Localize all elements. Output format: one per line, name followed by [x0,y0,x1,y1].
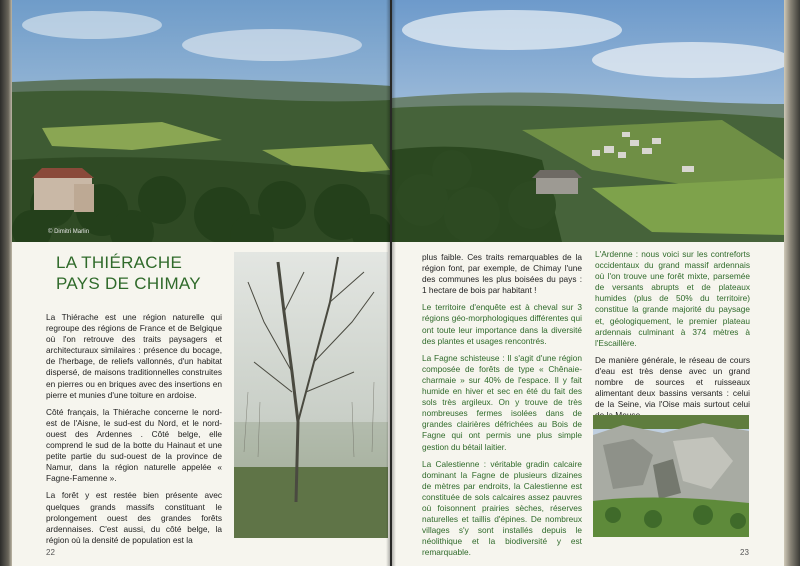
paragraph: L'Ardenne : nous voici sur les contreforts occidentaux du grand massif ardennais où l'on trouve une forêt mixte, parsemée de versants abrupts et de plateaux humides (plus de 50% du territoire) constitue la grande majorité du paysage et, géologiquement, le premier plateau ardennais culminant à 374 mètres à l'Escaillère. [595,249,750,348]
page-number-right: 23 [740,548,749,557]
paragraph: Le territoire d'enquête est à cheval sur 3 régions géo-morphologiques différentes qui ont toute leur importance dans la diversité des plantes et usages rencontrés. [422,302,582,346]
landscape-photo-left [12,0,390,242]
book-gutter [386,0,396,566]
misty-tree-photo [234,252,388,538]
page-number-left: 22 [46,548,55,557]
paragraph: La Fagne schisteuse : Il s'agit d'une région composée de forêts de type « Chênaie-charmaie » sur 40% de l'espace. Il y fait humide en hiver et sec en été du fait des sols très argileux. On y trouve de très nombreuses fermes isolées dans de grandes clairières défrichées au Bois de Fagne qui ont permis une plus simple gestion du bétail laitier. [422,352,582,452]
right-text-column-1 [422,252,582,564]
left-page [12,0,390,566]
title-line-2: PAYS DE CHIMAY [56,274,201,293]
limestone-rock-photo [593,415,749,537]
paragraph: La Calestienne : véritable gradin calcaire dominant la Fagne de plusieurs dizaines de mètres par endroits, la Calestienne est constituée de sols calcaires assez pauvres où foisonnent prairies sèches, réserves naturelles et taillis d'épines. De nombreux villages s'y sont installés depuis le néolithique et la biodiversité y est remarquable. [422,458,582,558]
paragraph: Côté français, la Thiérache concerne le nord-est de l'Aisne, le sud-est du Nord, et le nord-ouest des Ardennes . Côté belge, elle comprend le sud de la botte du Hainaut et une petite partie du sud-ouest de la province de Namur, dans la région naturelle appelée « Fagne-Famenne ». [46,406,222,484]
village-landscape-photo [392,0,784,242]
book-edge-left [0,0,12,566]
right-text-column-2 [595,249,750,427]
right-page [392,0,784,566]
photo-credit: © Dimitri Marlin [48,229,90,235]
page-title [56,252,201,294]
paragraph: plus faible. Ces traits remarquables de la région font, par exemple, de Chimay l'une des communes les plus boisées du pays : 1 hectare de bois par habitant ! [422,252,582,296]
book-edge-right [784,0,800,566]
paragraph: La Thiérache est une région naturelle qui regroupe des régions de France et de Belgique où l'on retrouve des traits paysagers et architecturaux similaires : présence du bocage, de l'herbage, de reliefs vallonnés, d'un habitat dispersé, de maisons traditionnelles construites en pierres ou en briques avec des insertions en pierre et munies d'une toiture en ardoise. [46,312,222,400]
left-text-column [46,312,222,552]
paragraph: De manière générale, le réseau de cours d'eau est très dense avec un grand nombre de sources et ruisseaux alimentant deux bassins versants : celui de la Seine, via l'Oise mais surtout celui [595,354,750,410]
paragraph: La forêt y est restée bien présente avec quelques grands massifs constituant le prolongement ouest des grandes forêts ardennaises. C'est aussi, du côté belge, la région où la densité de population est la [46,490,222,545]
title-line-1: LA THIÉRACHE [56,253,183,272]
